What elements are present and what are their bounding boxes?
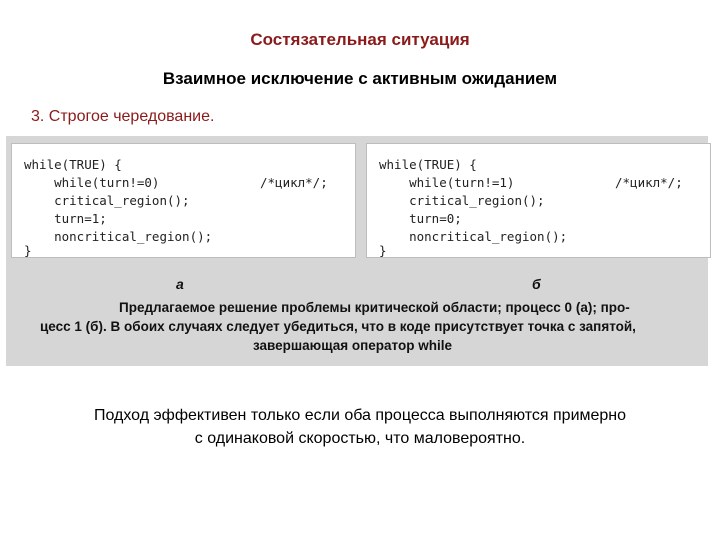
slide-subtitle: Взаимное исключение с активным ожиданием: [162, 69, 558, 88]
code-line: noncritical_region();: [24, 229, 213, 244]
figure-label-a: а: [176, 276, 184, 292]
caption-line: цесс 1 (б). В обоих случаях следует убедиться, что в коде присутствует точка с запятой,: [40, 319, 636, 334]
code-line: while(TRUE) {: [379, 157, 477, 172]
slide-title: Состязательная ситуация: [250, 30, 470, 49]
code-line: turn=0;: [379, 211, 462, 226]
conclusion-note: [0, 404, 720, 450]
code-line: critical_region();: [24, 193, 190, 208]
code-line: critical_region();: [379, 193, 545, 208]
code-line: }: [379, 243, 387, 258]
caption-line: Предлагаемое решение проблемы критической области; процесс 0 (а); про-: [119, 300, 630, 315]
caption-line: завершающая оператор while: [253, 338, 452, 353]
figure-label-b: б: [532, 276, 541, 292]
code-listing-a: [11, 143, 356, 258]
code-figure: [6, 136, 708, 366]
code-line: while(TRUE) {: [24, 157, 122, 172]
code-line: while(turn!=0): [24, 175, 160, 190]
code-comment: /*цикл*/;: [260, 175, 328, 190]
note-line: Подход эффективен только если оба процесса выполняются примерно: [93, 407, 627, 424]
code-line: while(turn!=1): [379, 175, 515, 190]
note-line: с одинаковой скоростью, что маловероятно.: [194, 430, 526, 447]
code-line: }: [24, 243, 32, 258]
code-line: noncritical_region();: [379, 229, 568, 244]
code-line: turn=1;: [24, 211, 107, 226]
code-comment: /*цикл*/;: [615, 175, 683, 190]
section-heading: 3. Строгое чередование.: [31, 108, 215, 125]
code-listing-b: [366, 143, 711, 258]
